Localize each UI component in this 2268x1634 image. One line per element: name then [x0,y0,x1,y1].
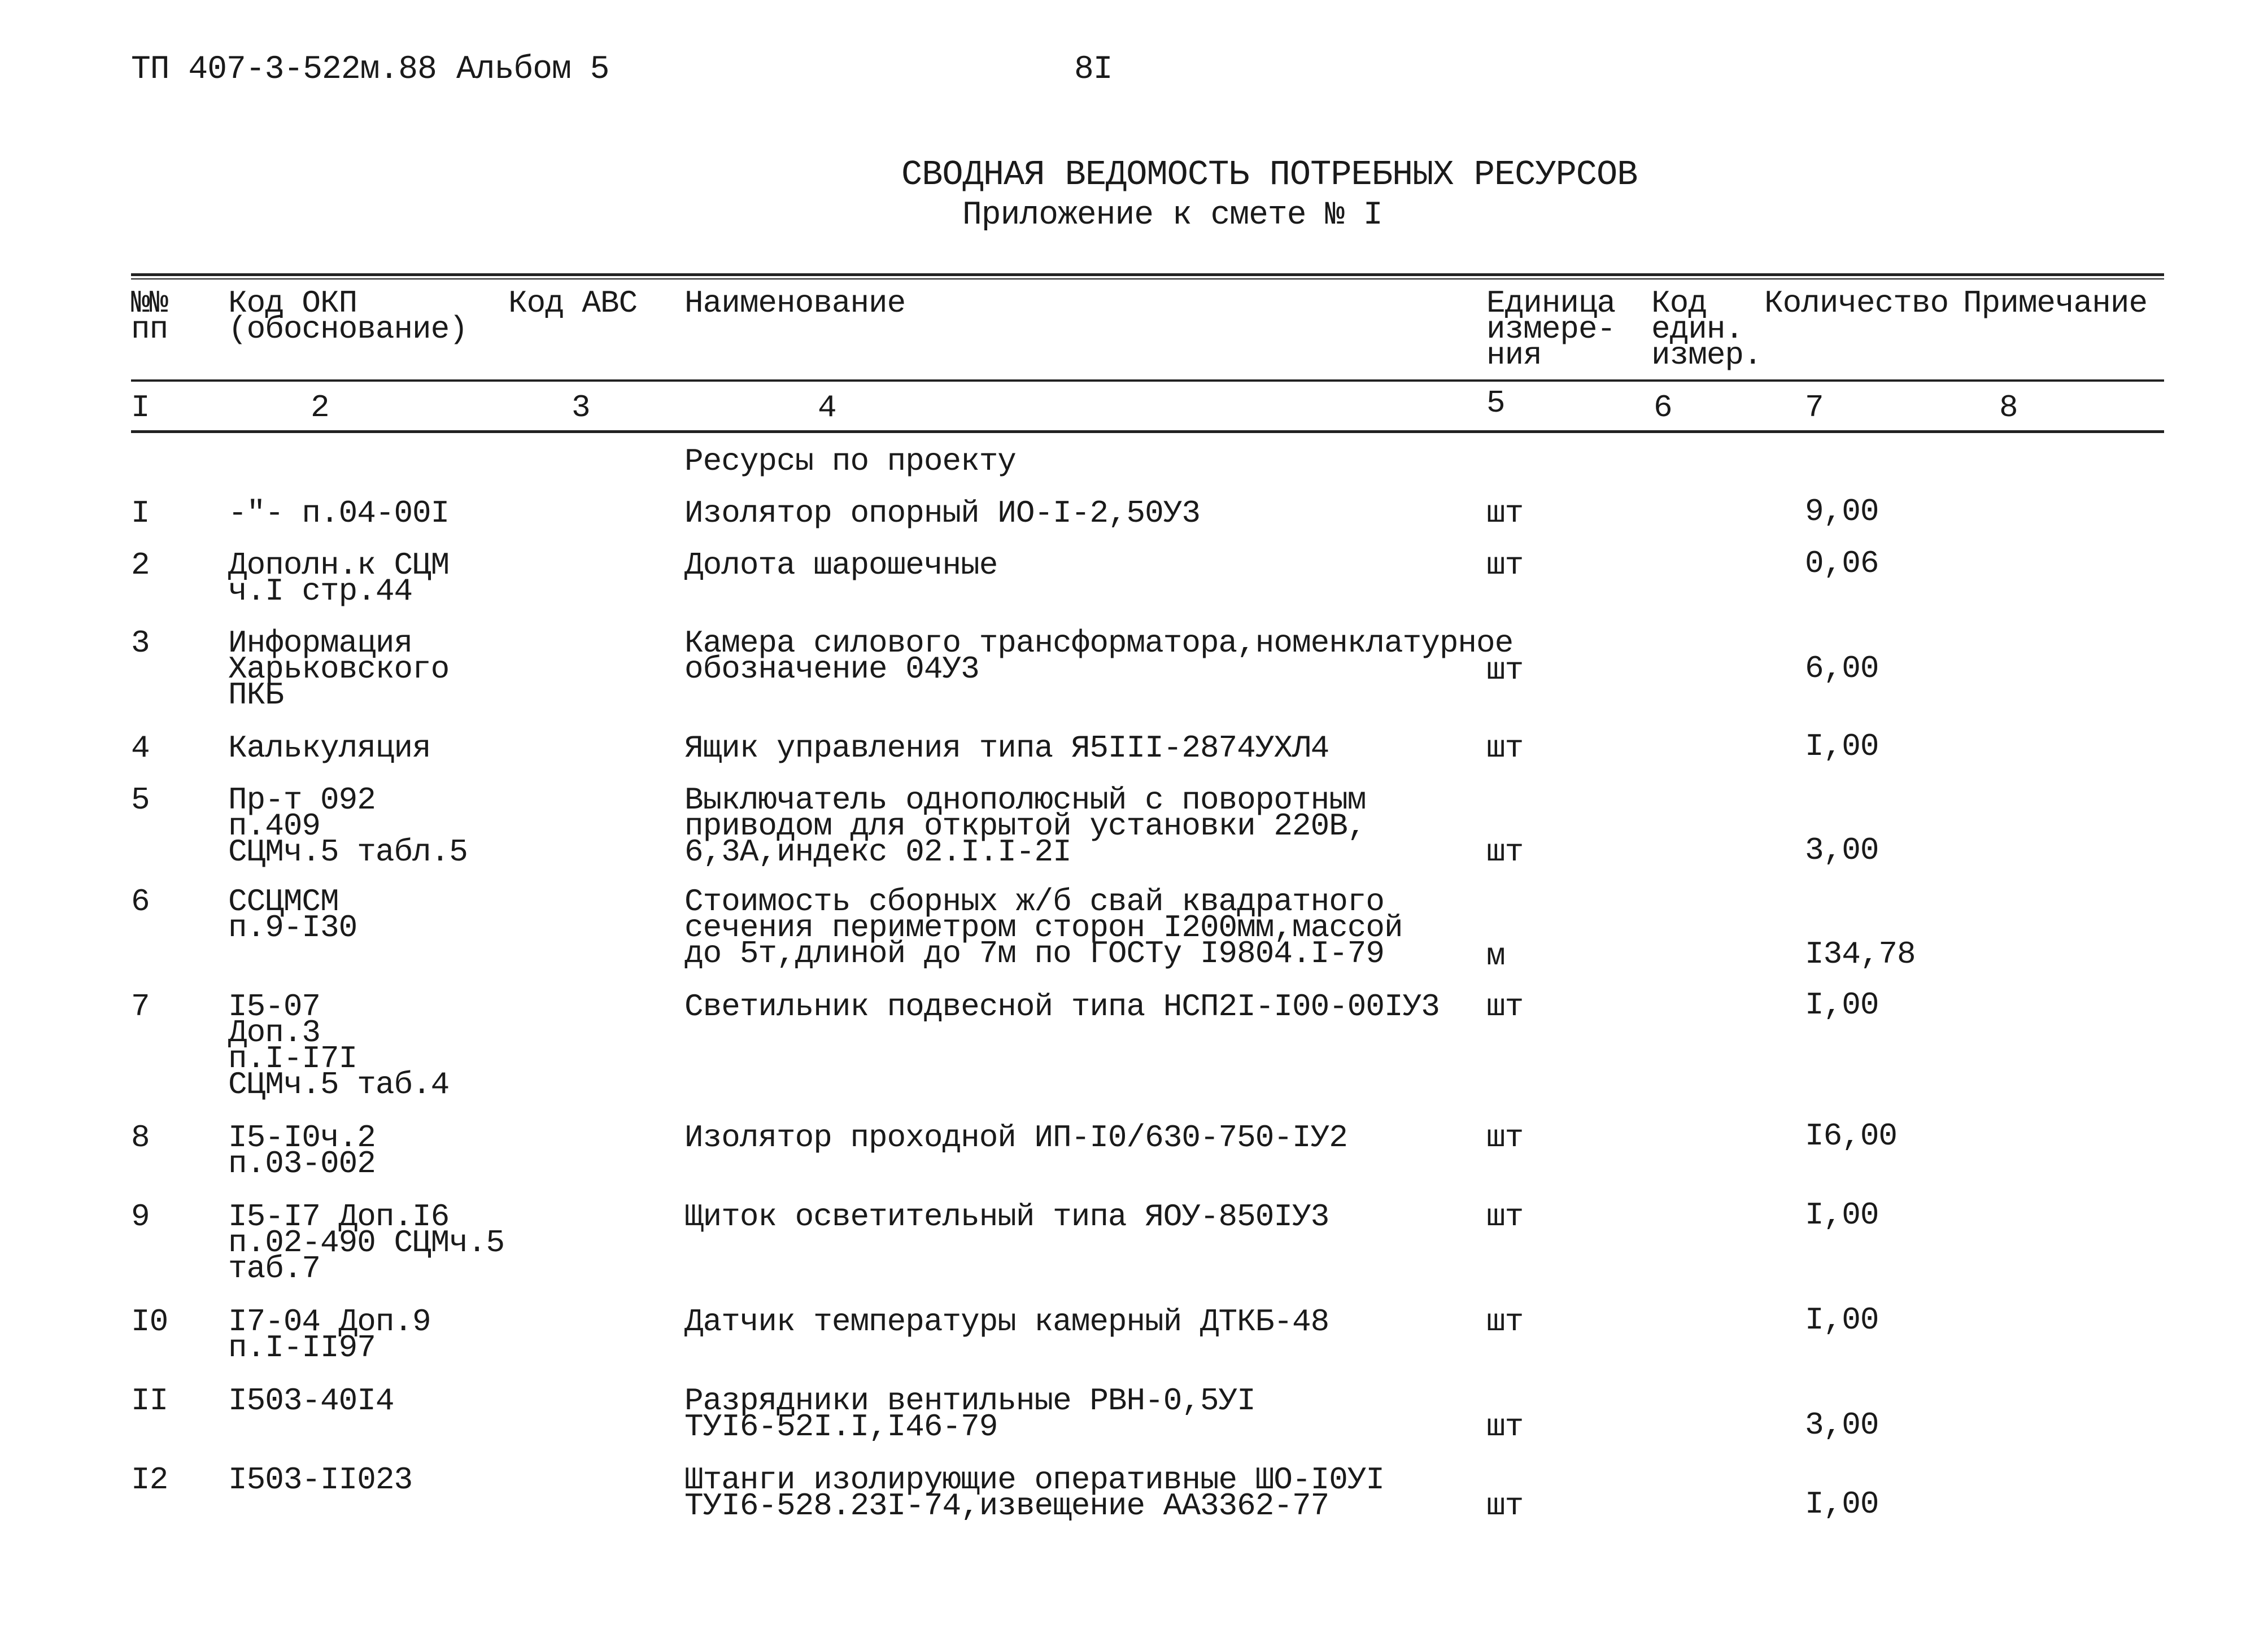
row-quantity: 6,00 [1805,650,1879,687]
row-number: I2 [131,1462,168,1498]
row-quantity: 3,00 [1805,1407,1879,1443]
row-number: 5 [131,782,150,818]
column-header-quantity: Количество [1764,285,1949,321]
column-header-okp-code: Код ОКП (обоснование) [228,285,468,347]
row-number: I0 [131,1304,168,1340]
table-top-rule-thin [131,278,2164,279]
row-unit: шт [1486,1304,1524,1340]
row-code: I5-I7 Доп.I6 п.02-490 СЦМч.5 таб.7 [228,1199,505,1287]
row-name: Изолятор опорный ИО-I-2,50У3 [684,495,1200,531]
row-name: Ящик управления типа Я5III-2874УХЛ4 [684,730,1329,766]
column-header-num: №№ пп [131,285,168,347]
row-unit: шт [1486,1409,1524,1445]
column-number-6: 6 [1654,390,1672,426]
row-number: 4 [131,730,150,766]
row-unit: шт [1486,730,1524,766]
row-unit: шт [1486,989,1524,1025]
album-label: Альбом 5 [456,51,609,88]
row-number: 8 [131,1120,150,1156]
row-quantity: I,00 [1805,1486,1879,1522]
row-quantity: I6,00 [1805,1118,1898,1154]
row-name: Камера силового трансформатора,номенклатурное обозначение 04У3 [684,625,1514,687]
page-number: 8I [1074,51,1113,88]
column-header-unit: Единица измере- ния [1486,285,1616,373]
row-name: Датчик температуры камерный ДТКБ-48 [684,1304,1329,1340]
row-code: I7-04 Доп.9 п.I-II97 [228,1304,431,1366]
row-name: Разрядники вентильные РВН-0,5УI ТУI6-52I.I,I46-79 [684,1383,1255,1445]
row-code: I5-07 Доп.3 п.I-I7I СЦМч.5 таб.4 [228,989,450,1103]
row-name: Изолятор проходной ИП-I0/630-750-IУ2 [684,1120,1347,1156]
row-code: -"- п.04-00I [228,495,450,531]
row-code: ССЦМСМ п.9-I30 [228,884,357,946]
row-quantity: I,00 [1805,987,1879,1023]
row-code: Калькуляция [228,730,431,766]
row-quantity: I,00 [1805,1197,1879,1233]
row-number: 6 [131,884,150,920]
row-unit: м [1486,938,1505,974]
row-quantity: I,00 [1805,1302,1879,1338]
column-number-7: 7 [1805,390,1824,426]
row-unit: шт [1486,495,1524,531]
row-quantity: 3,00 [1805,832,1879,868]
row-unit: шт [1486,1199,1524,1235]
row-name: Штанги изолирующие оперативные ШО-I0УI ТУI6-528.23I-74,извещение АА3362-77 [684,1462,1385,1524]
header-bottom-rule [131,379,2164,382]
row-quantity: 0,06 [1805,545,1879,582]
row-name: Стоимость сборных ж/б свай квадратного сечения периметром сторон I200мм,массой до 5т,длиной до 7м по ГОСТу I9804.I-79 [684,884,1403,972]
row-number: 3 [131,625,150,661]
column-numbers-bottom-rule [131,430,2164,433]
row-name: Светильник подвесной типа НСП2I-I00-00IУ3 [684,989,1440,1025]
row-number: 7 [131,989,150,1025]
row-name: Выключатель однополюсный с поворотным приводом для открытой установки 220В, 6,3А,индекс 02.I.I-2I [684,782,1366,870]
row-name: Долота шарошечные [684,547,998,583]
doc-code: ТП 407-3-522м.88 [131,51,437,88]
row-code: Информация Харьковского ПКБ [228,625,450,713]
row-code: I503-40I4 [228,1383,394,1419]
column-number-2: 2 [311,390,329,426]
column-header-name: Наименование [684,285,906,321]
row-unit: шт [1486,652,1524,688]
column-number-4: 4 [818,390,836,426]
row-code: Пр-т 092 п.409 СЦМч.5 табл.5 [228,782,468,870]
column-number-1: I [131,390,150,426]
column-number-5: 5 [1486,385,1505,421]
row-number: 9 [131,1199,150,1235]
row-unit: шт [1486,1488,1524,1524]
row-name: Щиток осветительный типа ЯОУ-850IУ3 [684,1199,1329,1235]
row-unit: шт [1486,834,1524,870]
row-code: I503-II023 [228,1462,413,1498]
row-quantity: I34,78 [1805,936,1916,972]
section-title: Ресурсы по проекту [684,443,1016,479]
row-quantity: I,00 [1805,728,1879,764]
column-number-3: 3 [572,390,590,426]
row-number: I [131,495,150,531]
column-number-8: 8 [1999,390,2018,426]
column-header-unit-code: Код един. измер. [1651,285,1762,373]
column-header-abc-code: Код АВС [508,285,638,321]
row-number: II [131,1383,168,1419]
row-quantity: 9,00 [1805,493,1879,530]
table-top-rule [131,273,2164,276]
document-subtitle: Приложение к смете № I [962,197,1382,234]
row-unit: шт [1486,1120,1524,1156]
row-code: I5-I0ч.2 п.03-002 [228,1120,376,1182]
row-code: Дополн.к СЦМ ч.I стр.44 [228,547,450,609]
document-title: СВОДНАЯ ВЕДОМОСТЬ ПОТРЕБНЫХ РЕСУРСОВ [901,155,1638,195]
row-number: 2 [131,547,150,583]
row-unit: шт [1486,547,1524,583]
column-header-note: Примечание [1963,285,2148,321]
